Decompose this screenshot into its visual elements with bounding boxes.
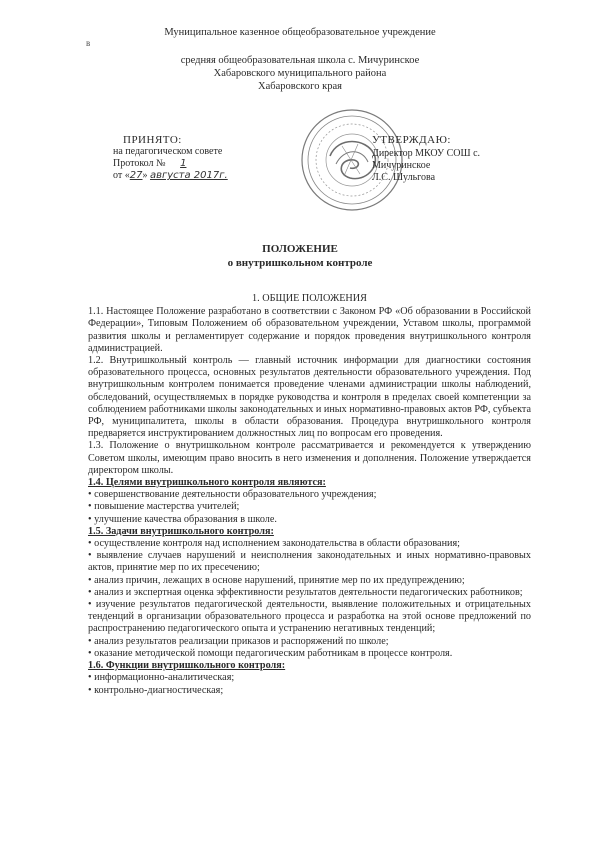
- list-item: • анализ результатов реализации приказов и распоряжений по школе;: [88, 635, 389, 647]
- list-item: • информационно-аналитическая;: [88, 672, 235, 684]
- list-item: • выявление случаев нарушений и неисполнения законодательных и иных нормативно-правовых актов, принятие мер по их пресечению;: [88, 550, 531, 574]
- accepted-block: [113, 134, 283, 182]
- document-body: [88, 293, 531, 697]
- paragraph-1-1: 1.1. Настоящее Положение разработано в соответствии с Законом РФ «Об образовании в Российской Федерации», Типовым Положением об образовательном учреждении, Уставом школы, программой развития школы и регламентирует содержание и порядок проведения внутришкольного контроля администрацией.: [88, 306, 531, 354]
- list-item: • улучшение качества образования в школе.: [88, 513, 277, 525]
- section-heading: 1. ОБЩИЕ ПОЛОЖЕНИЯ: [252, 293, 367, 304]
- list-item: • анализ и экспертная оценка эффективности результатов деятельности педагогических работников;: [88, 586, 523, 598]
- approved-block: [372, 134, 532, 184]
- paragraph-1-3: 1.3. Положение о внутришкольном контроле рассматривается и рекомендуется к утверждению Советом школы, имеющим право вносить в него изменения и дополнения. Положение утверждается директором школы.: [88, 440, 531, 476]
- paragraph-1-5-title: 1.5. Задачи внутришкольного контроля:: [88, 525, 274, 537]
- school-name-line: средняя общеобразовательная школа с. Мичуринское: [180, 55, 420, 66]
- council-line: на педагогическом совете: [113, 146, 223, 157]
- list-item: • повышение мастерства учителей;: [88, 501, 240, 513]
- protocol-line: [113, 158, 283, 170]
- list-item: • осуществление контроля над исполнением законодательства в области образования;: [88, 538, 460, 550]
- director-name: Л.С. Шульгова: [372, 172, 436, 183]
- paragraph-1-4-title: 1.4. Целями внутришкольного контроля являются:: [88, 477, 326, 489]
- accepted-label: ПРИНЯТО:: [123, 134, 182, 146]
- list-item: • совершенствование деятельности образовательного учреждения;: [88, 489, 377, 501]
- list-item: • оказание методической помощи педагогическим работникам в процессе контроля.: [88, 647, 453, 659]
- list-item: • контрольно-диагностическая;: [88, 684, 224, 696]
- date-prefix: от «: [113, 170, 130, 181]
- protocol-label: Протокол №: [113, 158, 166, 169]
- date-month-year: августа 2017г.: [149, 170, 228, 181]
- list-item: • анализ причин, лежащих в основе нарушений, принятие мер по их предупреждению;: [88, 574, 465, 586]
- document-title: ПОЛОЖЕНИЕ: [262, 243, 338, 255]
- school-type-line: Муниципальное казенное общеобразовательное учреждение: [164, 27, 436, 38]
- paragraph-1-6-title: 1.6. Функции внутришкольного контроля:: [88, 660, 286, 672]
- list-item: • изучение результатов педагогической деятельности, выявление положительных и отрицательных тенденций в организации образовательного процесса и разработка на этой основе предложений по распространению педагогического опыта и устранению негативных тенденций;: [88, 599, 531, 635]
- district-line: Хабаровского муниципального района: [213, 68, 387, 79]
- paragraph-1-2: 1.2. Внутришкольный контроль — главный источник информации для диагностики состояния образовательного процесса, основных результатов деятельности образовательного учреждения. Под внутришкольным контролем понимается проведение членами администрации школы наблюдений, обследований, осуществляемых в порядке руководства и контроля в пределах своей компетенции за соблюдением работниками школы законодательных и иных нормативно-правовых актов РФ, субъекта РФ, муниципалитета, школы в области образования. Процедура внутришкольного контроля предваряется инструктированием должностных лиц по вопросам его проведения.: [88, 355, 531, 440]
- date-day: 27: [129, 170, 143, 181]
- page-marker: в: [86, 38, 91, 48]
- region-line: Хабаровского края: [258, 81, 342, 92]
- director-line: Директор МКОУ СОШ с. Мичуринское: [372, 148, 481, 171]
- date-line: [113, 170, 283, 182]
- protocol-number: 1: [180, 158, 187, 169]
- approved-label: УТВЕРЖДАЮ:: [372, 134, 451, 146]
- document-subtitle: о внутришкольном контроле: [227, 257, 373, 269]
- date-mid: »: [142, 170, 150, 181]
